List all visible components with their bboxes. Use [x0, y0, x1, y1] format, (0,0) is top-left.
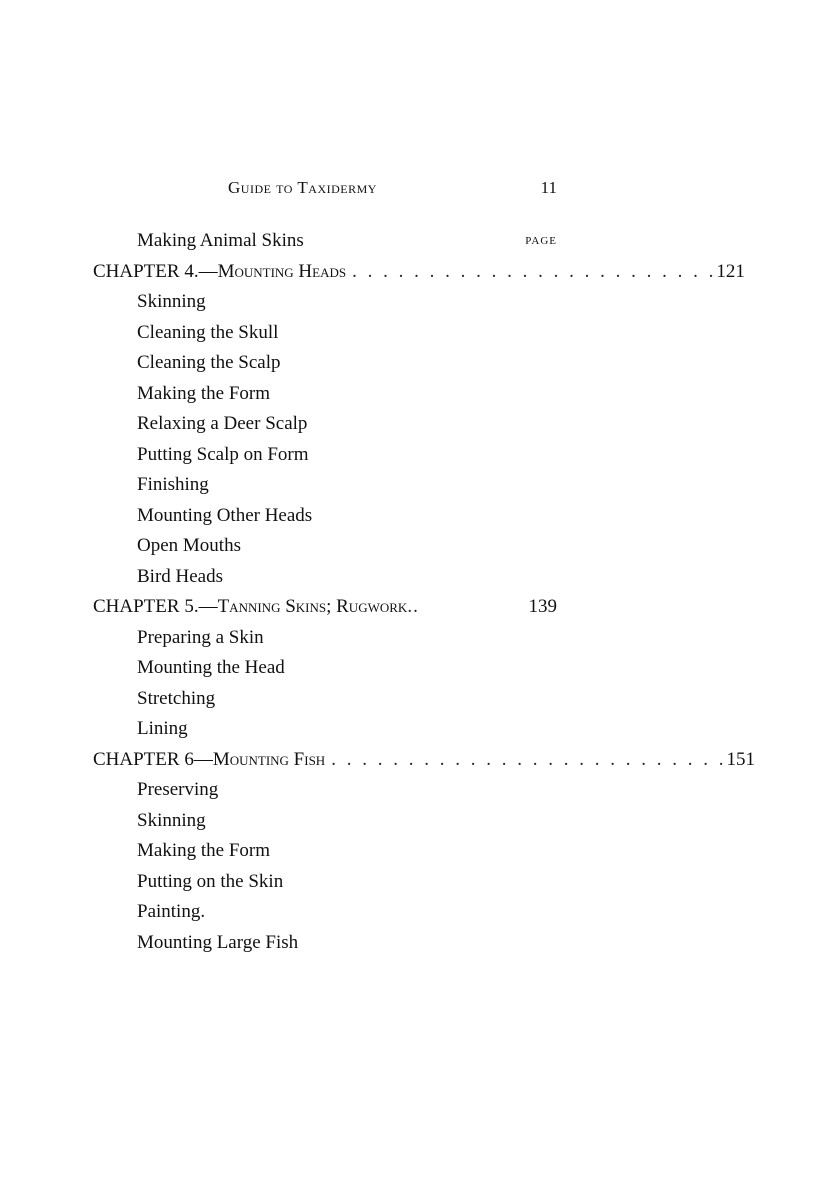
toc-line: [0, 409, 840, 440]
toc-line: [0, 684, 840, 715]
toc-item: Putting Scalp on Form: [137, 443, 309, 465]
toc-item: Open Mouths: [137, 535, 241, 556]
toc-line: [0, 867, 840, 898]
toc-item: Putting on the Skin: [137, 870, 284, 892]
chapter-title: Mounting Fish: [212, 748, 326, 770]
chapter-page: 139: [528, 596, 557, 617]
chapter-page: 151: [726, 748, 755, 770]
toc-line: [0, 440, 840, 471]
chapter-label: CHAPTER 4.—: [93, 260, 218, 282]
chapter-heading: [0, 257, 840, 288]
chapter-6-entry: [93, 745, 755, 776]
toc-line: [0, 775, 840, 806]
toc-item: Bird Heads: [137, 565, 224, 587]
toc-line: [0, 501, 840, 532]
toc-line: [0, 379, 840, 410]
toc-item: Cleaning the Skull: [137, 321, 279, 343]
toc-item: Skinning: [137, 291, 206, 312]
toc-line: [0, 470, 840, 501]
table-of-contents: [0, 226, 840, 958]
toc-item-making-animal-skins: Making Animal Skins: [137, 230, 304, 251]
toc-item: Preparing a Skin: [137, 626, 264, 648]
toc-item: Stretching: [137, 687, 216, 709]
toc-item: Mounting Other Heads: [137, 504, 313, 526]
toc-item: Mounting Large Fish: [137, 931, 299, 953]
dot-leader: . . . . . . . . . . . . . . . . . . . . . . . . . .: [331, 748, 727, 770]
chapter-title: Mounting Heads: [217, 260, 347, 282]
toc-line: [0, 653, 840, 684]
toc-line: [0, 348, 840, 379]
toc-line: [0, 714, 840, 745]
chapter-title: Tanning Skins; Rugwork: [217, 596, 408, 617]
page-number: 11: [540, 178, 557, 197]
toc-line: [0, 531, 840, 562]
toc-item: Making the Form: [137, 382, 270, 404]
chapter-label: CHAPTER 5.—: [93, 596, 218, 617]
running-title: Guide to Taxidermy: [228, 178, 377, 197]
toc-line: [0, 836, 840, 867]
toc-line: [0, 287, 840, 318]
page-column-label: PAGE: [525, 235, 557, 247]
chapter-heading: [0, 592, 840, 623]
toc-line: [0, 562, 840, 593]
toc-line: [0, 226, 840, 257]
toc-line: [0, 806, 840, 837]
toc-item: Skinning: [137, 809, 206, 831]
toc-item: Painting.: [137, 901, 206, 922]
toc-item: Cleaning the Scalp: [137, 352, 281, 373]
chapter-page: 121: [716, 260, 745, 282]
dot-leader: . . . . . . . . . . . . . . . . . . . . . . . .: [352, 260, 717, 282]
toc-line: [0, 318, 840, 349]
toc-item: Mounting the Head: [137, 657, 285, 678]
toc-item: Relaxing a Deer Scalp: [137, 413, 308, 434]
toc-item: Making the Form: [137, 840, 270, 861]
toc-item: Lining: [137, 718, 188, 739]
toc-line: [0, 623, 840, 654]
chapter-heading: [0, 745, 840, 776]
dot-leader: ..: [407, 596, 419, 617]
toc-line: [0, 928, 840, 959]
running-header: [0, 178, 840, 206]
toc-line: [0, 897, 840, 928]
toc-item: Preserving: [137, 779, 219, 800]
chapter-5-entry: [93, 592, 557, 623]
chapter-4-entry: [93, 257, 745, 288]
toc-item: Finishing: [137, 474, 209, 495]
chapter-label: CHAPTER 6—: [93, 748, 213, 770]
